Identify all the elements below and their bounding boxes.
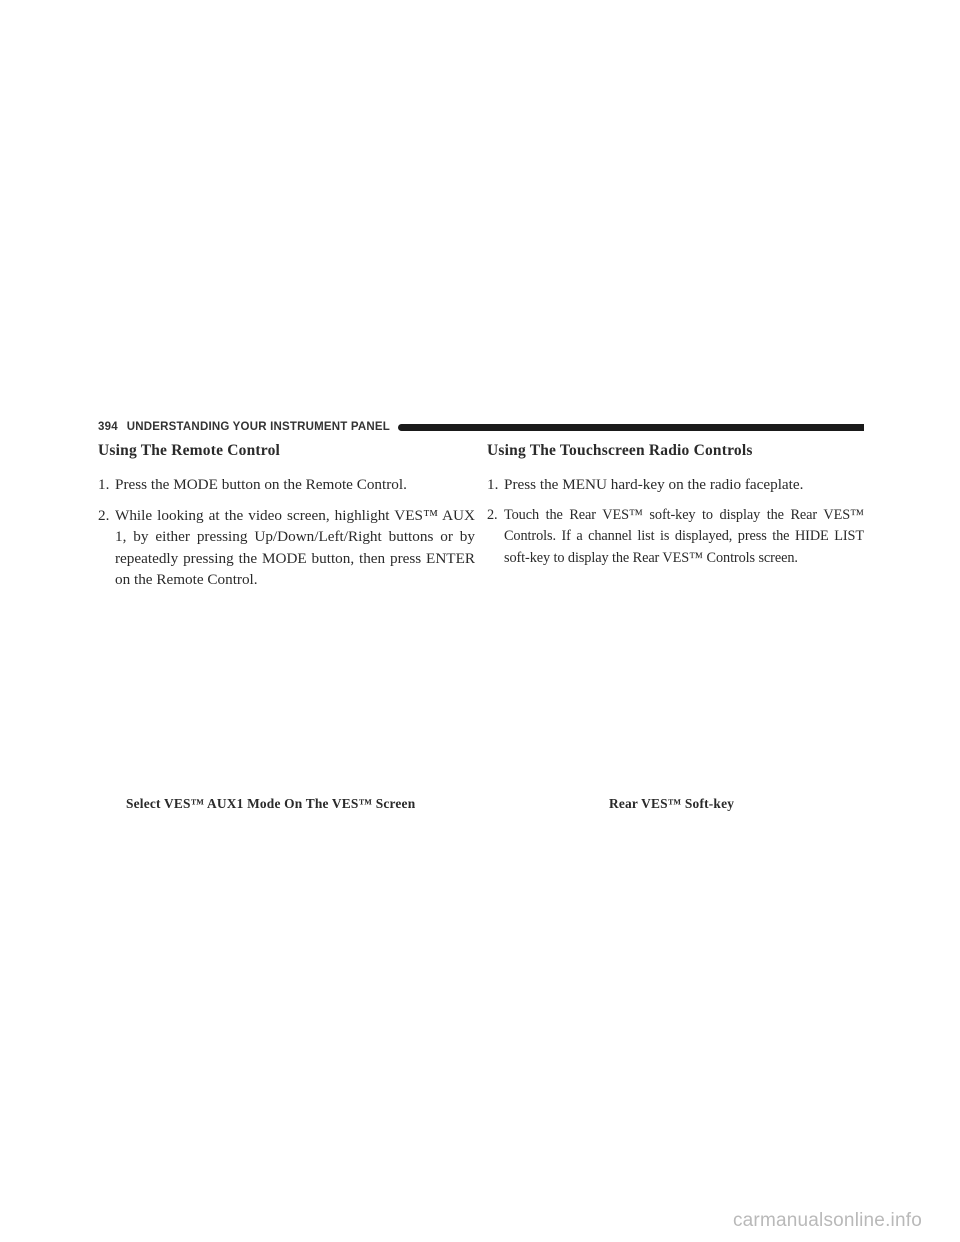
step-text: Touch the Rear VES™ soft-key to display the Rear VES™ Controls. If a channel list is displayed, press the HIDE LIST soft-key to display the Rear VES™ Controls screen. xyxy=(504,506,864,566)
step-number: 1. xyxy=(98,476,110,493)
header-rule xyxy=(398,424,864,431)
list-item xyxy=(98,474,475,496)
touchscreen-steps xyxy=(487,474,864,569)
right-column xyxy=(487,442,864,578)
step-text: Press the MENU hard-key on the radio faceplate. xyxy=(504,476,804,493)
remote-control-heading: Using The Remote Control xyxy=(98,442,281,459)
list-item xyxy=(487,505,864,570)
section-title: UNDERSTANDING YOUR INSTRUMENT PANEL xyxy=(126,421,390,433)
step-number: 1. xyxy=(487,476,499,493)
figure-caption-left: Select VES™ AUX1 Mode On The VES™ Screen xyxy=(126,796,416,811)
step-text: While looking at the video screen, highlight VES™ AUX 1, by either pressing Up/Down/Left/Right buttons or by repeatedly pressing the MODE button, then press ENTER on the Remote Control. xyxy=(115,506,475,588)
watermark: carmanualsonline.info xyxy=(732,1210,922,1231)
step-text: Press the MODE button on the Remote Control. xyxy=(115,476,407,493)
step-number: 2. xyxy=(98,506,110,524)
figure-caption-right: Rear VES™ Soft-key xyxy=(609,796,735,811)
remote-control-steps xyxy=(98,474,475,591)
page-header xyxy=(98,418,864,436)
left-column xyxy=(98,442,475,600)
step-number: 2. xyxy=(487,506,498,523)
touchscreen-heading: Using The Touchscreen Radio Controls xyxy=(487,442,753,459)
list-item xyxy=(98,505,475,591)
list-item xyxy=(487,474,864,496)
page-number: 394 xyxy=(98,421,118,433)
